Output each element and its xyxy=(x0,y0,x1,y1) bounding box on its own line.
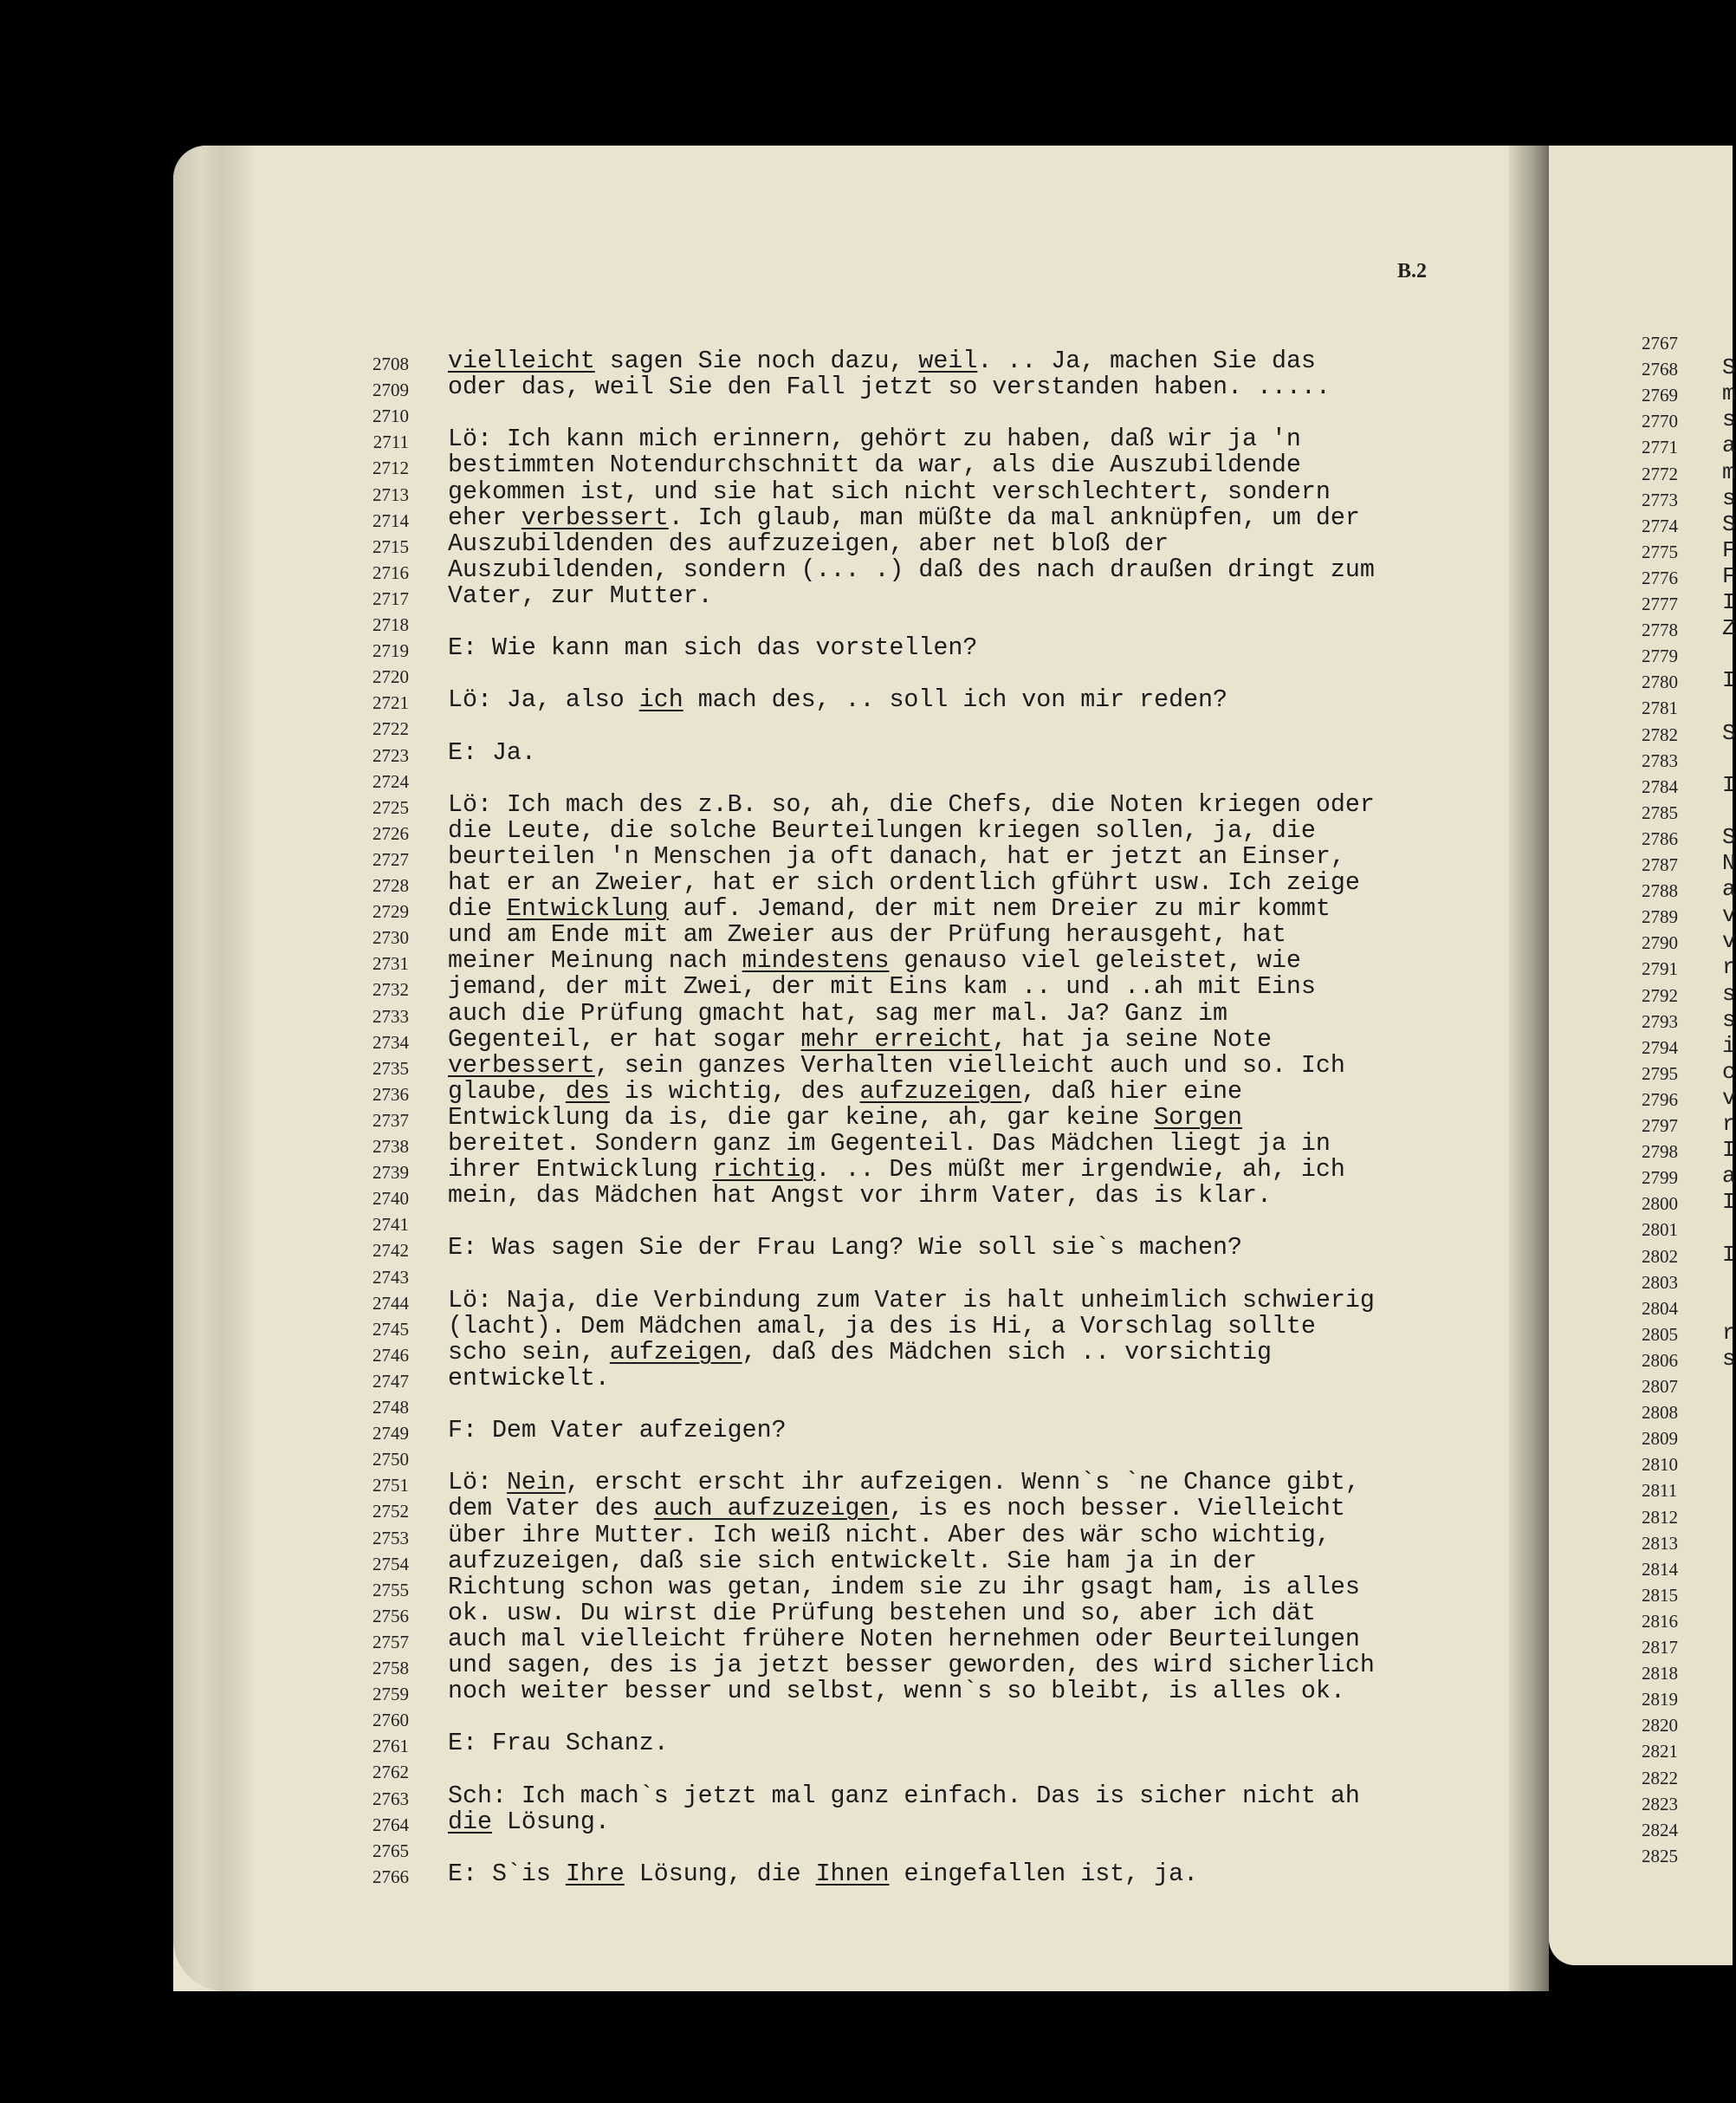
line-number: 2736 xyxy=(372,1083,409,1105)
line-number: 2787 xyxy=(1642,854,1678,875)
line-number: 2805 xyxy=(1642,1323,1678,1345)
line-number: 2719 xyxy=(372,640,409,662)
text-segment: jemand, der mit Zwei, der mit Eins kam .. und ..ah mit Eins xyxy=(448,973,1316,1002)
cropped-line-fragment: r xyxy=(1722,954,1736,981)
transcript-line xyxy=(448,1626,1360,1653)
underlined-emphasis: auch aufzuzeigen xyxy=(653,1495,890,1523)
line-number: 2807 xyxy=(1642,1376,1678,1397)
transcript-line xyxy=(448,1052,1345,1080)
text-segment: auch mal vielleicht frühere Noten hernehmen oder Beurteilungen xyxy=(448,1625,1360,1653)
transcript-line xyxy=(448,1600,1316,1627)
transcript-line xyxy=(448,1417,787,1444)
line-number: 2740 xyxy=(372,1188,409,1210)
line-number: 2750 xyxy=(372,1449,409,1470)
line-number: 2714 xyxy=(372,510,409,531)
transcript-line xyxy=(448,504,1360,532)
cropped-line-fragment: s xyxy=(1722,484,1736,511)
line-number: 2726 xyxy=(372,822,409,844)
cropped-line-fragment: N xyxy=(1722,850,1736,876)
transcript-line xyxy=(448,1365,610,1392)
transcript-line xyxy=(448,1522,1331,1549)
cropped-line-fragment: r xyxy=(1722,1319,1736,1346)
line-number: 2722 xyxy=(372,718,409,740)
line-number: 2738 xyxy=(372,1136,409,1157)
underlined-emphasis: Sorgen xyxy=(1154,1103,1242,1132)
line-number: 2708 xyxy=(372,354,409,374)
text-segment: auch die Prüfung gmacht hat, sag mer mal. Ja? Ganz im xyxy=(448,999,1228,1028)
text-segment: E: Was sagen Sie der Frau Lang? Wie soll sie`s machen? xyxy=(448,1234,1242,1262)
underlined-emphasis: verbessert xyxy=(521,503,669,532)
underlined-emphasis: Ihre xyxy=(565,1860,625,1888)
text-segment: is wichtig, des xyxy=(609,1077,860,1106)
line-number: 2812 xyxy=(1642,1506,1678,1528)
text-segment: Entwicklung da is, die gar keine, ah, gar keine xyxy=(448,1103,1155,1132)
line-number: 2804 xyxy=(1642,1297,1678,1319)
line-number: 2725 xyxy=(372,796,409,818)
line-number: 2776 xyxy=(1642,567,1678,588)
transcript-line xyxy=(448,425,1301,453)
line-number: 2762 xyxy=(372,1762,409,1783)
text-segment: sagen Sie noch dazu, xyxy=(594,347,919,375)
line-number: 2769 xyxy=(1642,385,1678,406)
right-page xyxy=(1549,146,1733,1965)
text-segment: , daß hier eine xyxy=(1021,1077,1243,1106)
text-segment: Lösung, die xyxy=(624,1860,816,1888)
cropped-line-fragment: s xyxy=(1722,1006,1736,1033)
text-segment: hat er an Zweier, hat er sich ordentlich gführt usw. Ich zeige xyxy=(448,869,1360,897)
text-segment: Richtung schon was getan, indem sie zu ihr gsagt ham, is alles xyxy=(448,1573,1360,1601)
line-number: 2790 xyxy=(1642,932,1678,954)
transcript-line xyxy=(448,451,1301,479)
cropped-line-fragment: c xyxy=(1722,1058,1736,1085)
underlined-emphasis: richtig xyxy=(712,1156,816,1185)
transcript-line xyxy=(448,1104,1242,1132)
transcript-line xyxy=(448,1860,1198,1888)
text-segment: Auszubildenden, sondern (... .) daß des nach draußen dringt zum xyxy=(448,555,1375,584)
transcript-line xyxy=(448,530,1169,558)
line-number: 2818 xyxy=(1642,1663,1678,1684)
text-segment: E: Frau Schanz. xyxy=(448,1730,669,1758)
line-number: 2721 xyxy=(372,692,409,714)
line-number: 2801 xyxy=(1642,1219,1678,1241)
line-number: 2780 xyxy=(1642,672,1678,693)
cropped-line-fragment: s xyxy=(1722,406,1736,433)
text-segment: genauso viel geleistet, wie xyxy=(889,947,1301,976)
cropped-line-fragment: I xyxy=(1722,667,1736,694)
line-number: 2709 xyxy=(372,380,409,401)
line-number: 2817 xyxy=(1642,1637,1678,1658)
text-segment: und am Ende mit am Zweier aus der Prüfung herausgeht, hat xyxy=(448,921,1286,950)
line-number: 2771 xyxy=(1642,437,1678,458)
line-number: 2822 xyxy=(1642,1767,1678,1788)
text-segment: aufzuzeigen, daß sie sich entwickelt. Sie ham ja in der xyxy=(448,1547,1257,1575)
line-number: 2823 xyxy=(1642,1793,1678,1814)
text-segment: Auszubildenden des aufzuzeigen, aber net bloß der xyxy=(448,529,1169,558)
text-segment: bestimmten Notendurchschnitt da war, als die Auszubildende xyxy=(448,451,1301,480)
transcript-line xyxy=(448,478,1331,506)
line-number: 2775 xyxy=(1642,541,1678,562)
transcript-line xyxy=(448,1339,1272,1366)
transcript-line xyxy=(448,869,1360,897)
text-segment: E: Ja. xyxy=(448,738,536,767)
line-number: 2772 xyxy=(1642,463,1678,484)
underlined-emphasis: mehr erreicht xyxy=(800,1025,993,1054)
transcript-line xyxy=(448,582,713,610)
text-segment: Lö: xyxy=(448,1469,507,1497)
transcript-line xyxy=(448,1130,1331,1158)
transcript-line xyxy=(448,973,1316,1001)
underlined-emphasis: des xyxy=(565,1077,610,1106)
line-number: 2754 xyxy=(372,1553,409,1574)
line-number: 2785 xyxy=(1642,802,1678,823)
line-number: 2741 xyxy=(372,1214,409,1236)
line-number: 2789 xyxy=(1642,906,1678,928)
line-number: 2800 xyxy=(1642,1193,1678,1215)
text-segment: Gegenteil, er hat sogar xyxy=(448,1025,801,1054)
text-segment: dem Vater des xyxy=(448,1495,654,1523)
line-number: 2813 xyxy=(1642,1532,1678,1554)
transcript-line xyxy=(448,843,1345,871)
cropped-line-fragment: S xyxy=(1722,354,1736,381)
line-number: 2774 xyxy=(1642,515,1678,536)
page-edge-stack xyxy=(173,146,253,1991)
underlined-emphasis: aufzuzeigen xyxy=(859,1077,1022,1106)
line-number: 2819 xyxy=(1642,1689,1678,1710)
cropped-line-fragment: a xyxy=(1722,876,1736,903)
line-number: 2732 xyxy=(372,979,409,1001)
line-number: 2763 xyxy=(372,1788,409,1809)
section-marker: B.2 xyxy=(1397,260,1428,282)
text-segment: , daß des Mädchen sich .. vorsichtig xyxy=(742,1338,1272,1366)
transcript-line xyxy=(448,947,1301,975)
line-number: 2717 xyxy=(372,587,409,609)
line-number: 2746 xyxy=(372,1344,409,1366)
cropped-line-fragment: S xyxy=(1722,823,1736,850)
cropped-line-fragment: a xyxy=(1722,432,1736,459)
cropped-line-fragment: r xyxy=(1722,1111,1736,1137)
cropped-line-fragment: v xyxy=(1722,902,1736,929)
underlined-emphasis: Entwicklung xyxy=(506,895,669,924)
text-segment: Vater, zur Mutter. xyxy=(448,581,713,610)
text-segment: Lösung. xyxy=(491,1808,610,1836)
cropped-line-fragment: F xyxy=(1722,536,1736,563)
line-number: 2767 xyxy=(1642,333,1678,354)
text-segment: , erscht erscht ihr aufzeigen. Wenn`s `ne Chance gibt, xyxy=(565,1469,1360,1497)
cropped-line-fragment: S xyxy=(1722,510,1736,537)
line-number: 2715 xyxy=(372,535,409,557)
line-number: 2729 xyxy=(372,901,409,923)
line-number: 2727 xyxy=(372,848,409,870)
line-number: 2710 xyxy=(372,406,409,427)
line-number: 2716 xyxy=(372,561,409,583)
transcript-line xyxy=(448,1234,1242,1262)
transcript-line xyxy=(448,634,977,662)
line-number: 2743 xyxy=(372,1266,409,1288)
line-number: 2728 xyxy=(372,875,409,896)
line-number: 2825 xyxy=(1642,1845,1678,1866)
text-segment: die xyxy=(448,895,507,924)
text-segment: eingefallen ist, ja. xyxy=(889,1860,1199,1888)
cropped-line-fragment: v xyxy=(1722,928,1736,955)
cropped-line-fragment: F xyxy=(1722,562,1736,589)
text-segment: , is es noch besser. Vielleicht xyxy=(889,1495,1345,1523)
transcript-line xyxy=(448,686,1228,714)
line-number: 2742 xyxy=(372,1240,409,1262)
line-number: 2797 xyxy=(1642,1115,1678,1136)
line-number: 2711 xyxy=(372,432,409,453)
line-number: 2792 xyxy=(1642,984,1678,1006)
line-number: 2735 xyxy=(372,1057,409,1079)
transcript-line xyxy=(448,739,536,767)
transcript-line xyxy=(448,1548,1257,1575)
cropped-line-fragment: I xyxy=(1722,1189,1736,1216)
cropped-line-fragment: s xyxy=(1722,1345,1736,1372)
transcript-line xyxy=(448,895,1331,923)
line-number: 2799 xyxy=(1642,1167,1678,1189)
line-number: 2752 xyxy=(372,1501,409,1522)
text-segment: ok. usw. Du wirst die Prüfung bestehen und so, aber ich dät xyxy=(448,1599,1316,1627)
line-number: 2759 xyxy=(372,1684,409,1705)
text-segment: Sch: Ich mach`s jetzt mal ganz einfach. Das is sicher nicht ah xyxy=(448,1782,1360,1810)
text-segment: auf. Jemand, der mit nem Dreier zu mir kommt xyxy=(668,895,1331,924)
line-number: 2791 xyxy=(1642,958,1678,980)
transcript-line xyxy=(448,921,1286,949)
text-segment: E: S`is xyxy=(448,1860,566,1888)
text-segment: , sein ganzes Verhalten vielleicht auch und so. Ich xyxy=(594,1051,1345,1080)
text-segment: glaube, xyxy=(448,1077,566,1106)
line-number: 2781 xyxy=(1642,698,1678,719)
transcript-line xyxy=(448,1678,1345,1705)
text-segment: über ihre Mutter. Ich weiß nicht. Aber des wär scho wichtig, xyxy=(448,1521,1331,1549)
transcript-line xyxy=(448,373,1331,401)
line-number: 2720 xyxy=(372,666,409,688)
transcript-line xyxy=(448,1808,610,1836)
text-segment: , hat ja seine Note xyxy=(992,1025,1272,1054)
line-number: 2778 xyxy=(1642,620,1678,641)
line-number: 2753 xyxy=(372,1527,409,1548)
line-number: 2745 xyxy=(372,1318,409,1340)
text-segment: scho sein, xyxy=(448,1338,610,1366)
line-number: 2733 xyxy=(372,1005,409,1027)
transcript-line xyxy=(448,791,1375,819)
text-segment: noch weiter besser und selbst, wenn`s so bleibt, is alles ok. xyxy=(448,1678,1345,1706)
cropped-line-fragment: S xyxy=(1722,719,1736,746)
transcript-line xyxy=(448,1287,1375,1314)
text-segment: entwickelt. xyxy=(448,1364,610,1392)
line-number: 2782 xyxy=(1642,724,1678,745)
text-segment: mach des, .. soll ich von mir reden? xyxy=(683,686,1228,715)
line-number: 2766 xyxy=(372,1866,409,1887)
cropped-line-fragment: i xyxy=(1722,1032,1736,1059)
text-segment: . .. Ja, machen Sie das xyxy=(977,347,1316,375)
line-number: 2770 xyxy=(1642,411,1678,432)
line-number: 2764 xyxy=(372,1814,409,1835)
transcript-line xyxy=(448,1495,1345,1522)
transcript-line xyxy=(448,1574,1360,1601)
line-number: 2751 xyxy=(372,1475,409,1496)
cropped-line-fragment: I xyxy=(1722,1137,1736,1164)
line-number: 2803 xyxy=(1642,1271,1678,1293)
line-number: 2768 xyxy=(1642,359,1678,380)
line-number: 2815 xyxy=(1642,1584,1678,1606)
line-number: 2757 xyxy=(372,1631,409,1652)
cropped-line-fragment: s xyxy=(1722,980,1736,1007)
line-number: 2755 xyxy=(372,1579,409,1600)
line-number: 2806 xyxy=(1642,1349,1678,1371)
line-number: 2811 xyxy=(1642,1480,1678,1502)
line-number: 2816 xyxy=(1642,1610,1678,1632)
line-number: 2809 xyxy=(1642,1428,1678,1450)
line-number: 2731 xyxy=(372,953,409,975)
text-segment: Lö: Ich mach des z.B. so, ah, die Chefs, die Noten kriegen oder xyxy=(448,790,1375,819)
text-segment: . Ich glaub, man müßte da mal anknüpfen, um der xyxy=(668,503,1360,532)
transcript-line xyxy=(448,1313,1316,1340)
line-number: 2747 xyxy=(372,1370,409,1392)
line-number: 2794 xyxy=(1642,1036,1678,1058)
line-number: 2796 xyxy=(1642,1088,1678,1110)
cropped-line-fragment: I xyxy=(1722,589,1736,615)
line-number: 2779 xyxy=(1642,646,1678,667)
line-number: 2777 xyxy=(1642,594,1678,614)
line-number: 2724 xyxy=(372,770,409,792)
underlined-emphasis: mindestens xyxy=(742,947,890,976)
underlined-emphasis: weil xyxy=(918,347,978,375)
transcript-line xyxy=(448,347,1316,375)
transcript-line xyxy=(448,1730,669,1757)
line-number: 2814 xyxy=(1642,1558,1678,1580)
transcript-line xyxy=(448,1078,1242,1106)
line-number: 2795 xyxy=(1642,1062,1678,1084)
underlined-emphasis: die xyxy=(448,1808,492,1836)
underlined-emphasis: Nein xyxy=(506,1469,566,1497)
text-segment: meiner Meinung nach xyxy=(448,947,742,976)
cropped-line-fragment: v xyxy=(1722,1084,1736,1111)
line-number: 2820 xyxy=(1642,1715,1678,1736)
book-gutter xyxy=(1509,146,1549,1991)
cropped-line-fragment: Z xyxy=(1722,615,1736,642)
line-number: 2749 xyxy=(372,1423,409,1444)
line-number: 2784 xyxy=(1642,776,1678,797)
underlined-emphasis: Ihnen xyxy=(815,1860,890,1888)
transcript-line xyxy=(448,556,1375,584)
line-number: 2739 xyxy=(372,1162,409,1184)
text-segment: beurteilen 'n Menschen ja oft danach, hat er jetzt an Einser, xyxy=(448,842,1345,871)
text-segment: (lacht). Dem Mädchen amal, ja des is Hi, a Vorschlag sollte xyxy=(448,1312,1316,1340)
text-segment: mein, das Mädchen hat Angst vor ihrm Vater, das is klar. xyxy=(448,1182,1272,1211)
line-number: 2712 xyxy=(372,458,409,479)
line-number: 2786 xyxy=(1642,828,1678,849)
line-number: 2737 xyxy=(372,1109,409,1131)
line-number: 2761 xyxy=(372,1736,409,1757)
line-number: 2723 xyxy=(372,744,409,766)
cropped-line-fragment: m xyxy=(1722,380,1736,407)
underlined-emphasis: verbessert xyxy=(448,1051,595,1080)
text-segment: Lö: Naja, die Verbindung zum Vater is halt unheimlich schwierig xyxy=(448,1286,1375,1314)
text-segment: und sagen, des is ja jetzt besser geworden, des wird sicherlich xyxy=(448,1652,1375,1679)
line-number: 2744 xyxy=(372,1292,409,1314)
text-segment: E: Wie kann man sich das vorstellen? xyxy=(448,634,978,663)
text-segment: gekommen ist, und sie hat sich nicht verschlechtert, sondern xyxy=(448,477,1331,506)
underlined-emphasis: vielleicht xyxy=(448,347,595,375)
line-number: 2808 xyxy=(1642,1402,1678,1424)
line-number: 2718 xyxy=(372,614,409,635)
line-number: 2758 xyxy=(372,1658,409,1678)
line-number: 2802 xyxy=(1642,1245,1678,1267)
line-number: 2793 xyxy=(1642,1010,1678,1032)
line-number: 2760 xyxy=(372,1710,409,1731)
text-segment: ihrer Entwicklung xyxy=(448,1156,713,1185)
cropped-line-fragment: I xyxy=(1722,771,1736,798)
text-segment: Lö: Ich kann mich erinnern, gehört zu haben, daß wir ja 'n xyxy=(448,425,1301,454)
cropped-line-fragment: a xyxy=(1722,1163,1736,1190)
line-number: 2730 xyxy=(372,927,409,949)
transcript-line xyxy=(448,1182,1272,1210)
text-segment: oder das, weil Sie den Fall jetzt so verstanden haben. ..... xyxy=(448,373,1331,402)
text-segment: . .. Des müßt mer irgendwie, ah, ich xyxy=(815,1156,1345,1185)
text-segment: Lö: Ja, also xyxy=(448,686,639,715)
line-number: 2821 xyxy=(1642,1741,1678,1762)
line-number: 2810 xyxy=(1642,1454,1678,1476)
line-number: 2765 xyxy=(372,1840,409,1861)
text-segment: bereitet. Sondern ganz im Gegenteil. Das Mädchen liegt ja in xyxy=(448,1130,1331,1158)
line-number: 2773 xyxy=(1642,489,1678,510)
transcript-line xyxy=(448,1000,1228,1028)
transcript-line xyxy=(448,1026,1272,1054)
text-segment: eher xyxy=(448,503,521,532)
transcript-line xyxy=(448,1652,1375,1679)
line-number: 2788 xyxy=(1642,880,1678,902)
line-number: 2783 xyxy=(1642,750,1678,771)
underlined-emphasis: ich xyxy=(638,686,683,715)
line-number: 2748 xyxy=(372,1397,409,1418)
transcript-line xyxy=(448,817,1316,845)
line-number: 2798 xyxy=(1642,1141,1678,1163)
underlined-emphasis: aufzeigen xyxy=(609,1338,742,1366)
text-segment: die Leute, die solche Beurteilungen kriegen sollen, ja, die xyxy=(448,816,1316,845)
line-number: 2756 xyxy=(372,1605,409,1626)
cropped-line-fragment: I xyxy=(1722,1241,1736,1268)
text-segment: F: Dem Vater aufzeigen? xyxy=(448,1417,787,1445)
line-number: 2734 xyxy=(372,1031,409,1053)
line-number: 2824 xyxy=(1642,1819,1678,1840)
cropped-line-fragment: m xyxy=(1722,458,1736,485)
transcript-line xyxy=(448,1469,1360,1496)
line-number: 2713 xyxy=(372,484,409,505)
transcript-line xyxy=(448,1156,1345,1184)
transcript-line xyxy=(448,1782,1360,1810)
